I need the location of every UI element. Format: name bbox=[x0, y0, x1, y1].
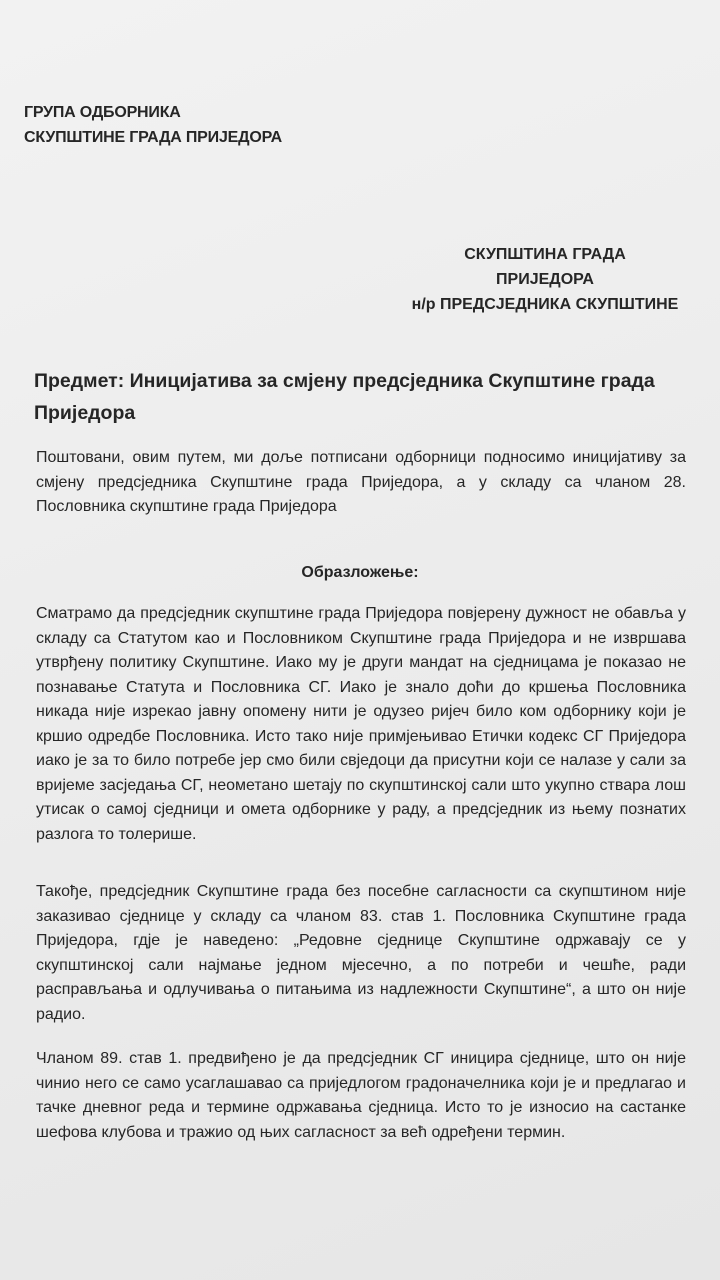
recipient-line-3: н/р ПРЕДСЈЕДНИКА СКУПШТИНЕ bbox=[411, 296, 679, 313]
recipient-line-2: ПРИЈЕДОРА bbox=[496, 271, 594, 288]
subject-line: Предмет: Иницијатива за смјену предсједника Скупштине града Приједора bbox=[34, 370, 655, 424]
body-paragraph-2: Такође, предсједник Скупштине града без посебне сагласности са скупштином није заказивао сједнице у складу са чланом 83. став 1. Пословника Скупштине града Приједора, гдје је наведено: „Редовне сједнице Скупштине одржавају се у скупштинској сали најмање једном мјесечно, а по потреби и чешће, ради расправљања и одлучивања о питањима из надлежности Скупштине“, а што он није радио. bbox=[36, 883, 686, 1023]
intro-paragraph: Поштовани, овим путем, ми доље потписани одборници подносимо иницијативу за смјену предсједника Скупштине града Приједора, а у складу са чланом 28. Пословника скупштине града Приједора bbox=[36, 449, 686, 515]
sender-line-2: СКУПШТИНЕ ГРАДА ПРИЈЕДОРА bbox=[24, 129, 282, 146]
sender-line-1: ГРУПА ОДБОРНИКА bbox=[24, 104, 181, 121]
recipient-block bbox=[400, 242, 690, 317]
sender-block bbox=[24, 100, 282, 150]
recipient-line-1: СКУПШТИНА ГРАДА bbox=[464, 246, 626, 263]
body-paragraph-3: Чланом 89. став 1. предвиђено је да предсједник СГ иницира сједнице, што он није чинио него се само усаглашавао са приједлогом градоначелника који је и предлагао и тачке дневног реда и термине одржавања сједница. Исто то је износио на састанке шефова клубова и тражио од њих сагласност за већ одређени термин. bbox=[36, 1050, 686, 1141]
reasoning-heading: Образложење: bbox=[301, 564, 419, 581]
body-paragraph-1: Сматрамо да предсједник скупштине града Приједора повјерену дужност не обавља у складу са Статутом као и Пословником Скупштине града Приједора и не извршава утврђену политику Скупштине. Иако му је други мандат на сједницама је показао не познавање Статута и Пословника СГ. Иако је знало доћи до кршења Пословника никада није изрекао јавну опомену нити је одузео ријеч било ком одборнику који је кршио одредбе Пословника. Исто тако није примјењивао Етички кодекс СГ Приједора иако је за то било потребе јер смо били свједоци да присутни који се налазе у сали за вријеме засједања СГ, неометано шетају по скупштинској сали што укупно ствара лош утисак о самој сједници и омета одборнике у раду, а предсједник из њему познатих разлога то толерише. bbox=[36, 605, 686, 843]
